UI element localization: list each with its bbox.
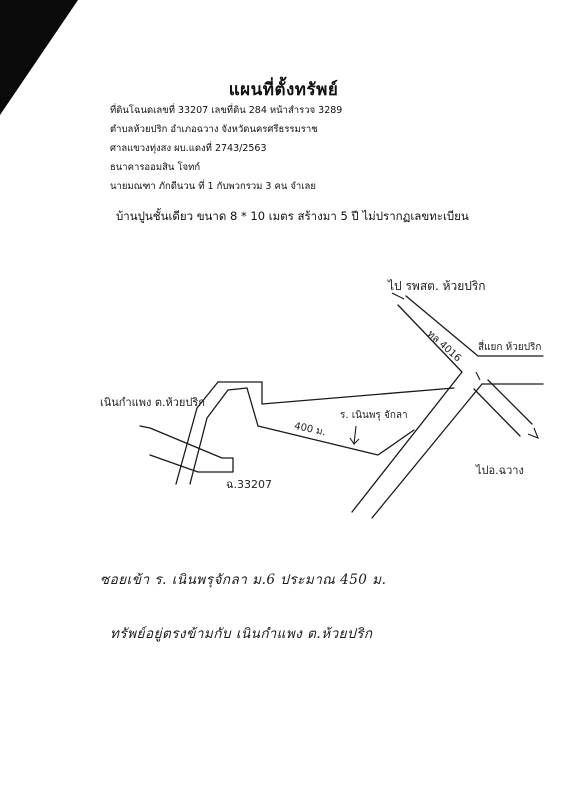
arrow-to-chawang	[528, 428, 538, 438]
label-land: เนินกำแพง ต.ห้วยปริก	[100, 396, 205, 409]
label-to-chawang: ไปอ.ฉวาง	[476, 464, 524, 477]
info-line-location: ตำบลห้วยปริก อำเภอฉวาง จังหวัดนครศรีธรรมราช	[110, 124, 318, 135]
soi-lower-edge	[258, 426, 414, 455]
info-line-defendant: นายมณฑา ภักดีนวน ที่ 1 กับพวกรวม 3 คน จำเลย	[110, 181, 316, 192]
page-title: แผนที่ตั้งทรัพย์	[228, 80, 339, 100]
road-to-chawang-a	[474, 389, 520, 436]
property-parcel-line	[140, 426, 150, 428]
soi-upper-edge	[262, 388, 454, 404]
label-junction: สี่แยก ห้วยปริก	[478, 342, 542, 353]
label-village: ร. เนินพรุ จักลา	[340, 410, 408, 421]
handwritten-note-location: ทรัพย์อยู่ตรงข้ามกับ เนินกำแพง ต.ห้วยปริก	[110, 626, 373, 642]
arrow-junction	[476, 372, 480, 380]
property-description: บ้านปูนชั้นเดียว ขนาด 8 * 10 เมตร สร้างมา 5 ปี ไม่ปรากฏเลขทะเบียน	[116, 209, 469, 223]
road-to-chawang-b	[488, 380, 532, 424]
label-deed: ฉ.33207	[226, 478, 272, 491]
handwritten-note-soi: ซอยเข้า ร. เนินพรุจักลา ม.6 ประมาณ 450 ม.	[100, 572, 387, 588]
property-parcel-outline	[150, 428, 233, 472]
main-road-southwest-edge	[372, 384, 482, 518]
label-distance: 400 ม.	[293, 420, 327, 439]
label-to-school: ไป รพสต. ห้วยปริก	[388, 279, 486, 293]
label-route: ทล 4016	[424, 328, 463, 365]
info-line-deed: ที่ดินโฉนดเลขที่ 33207 เลขที่ดิน 284 หน้าสำรวจ 3289	[110, 105, 343, 116]
arrow-to-school	[392, 293, 404, 299]
soi-lower-drop	[247, 388, 258, 426]
arrow-village	[350, 426, 359, 444]
info-line-court: ศาลแขวงทุ่งสง ผบ.แดงที่ 2743/2563	[110, 143, 267, 154]
info-line-plaintiff: ธนาคารออมสิน โจทก์	[110, 162, 201, 173]
main-road-west-edge	[352, 305, 462, 512]
